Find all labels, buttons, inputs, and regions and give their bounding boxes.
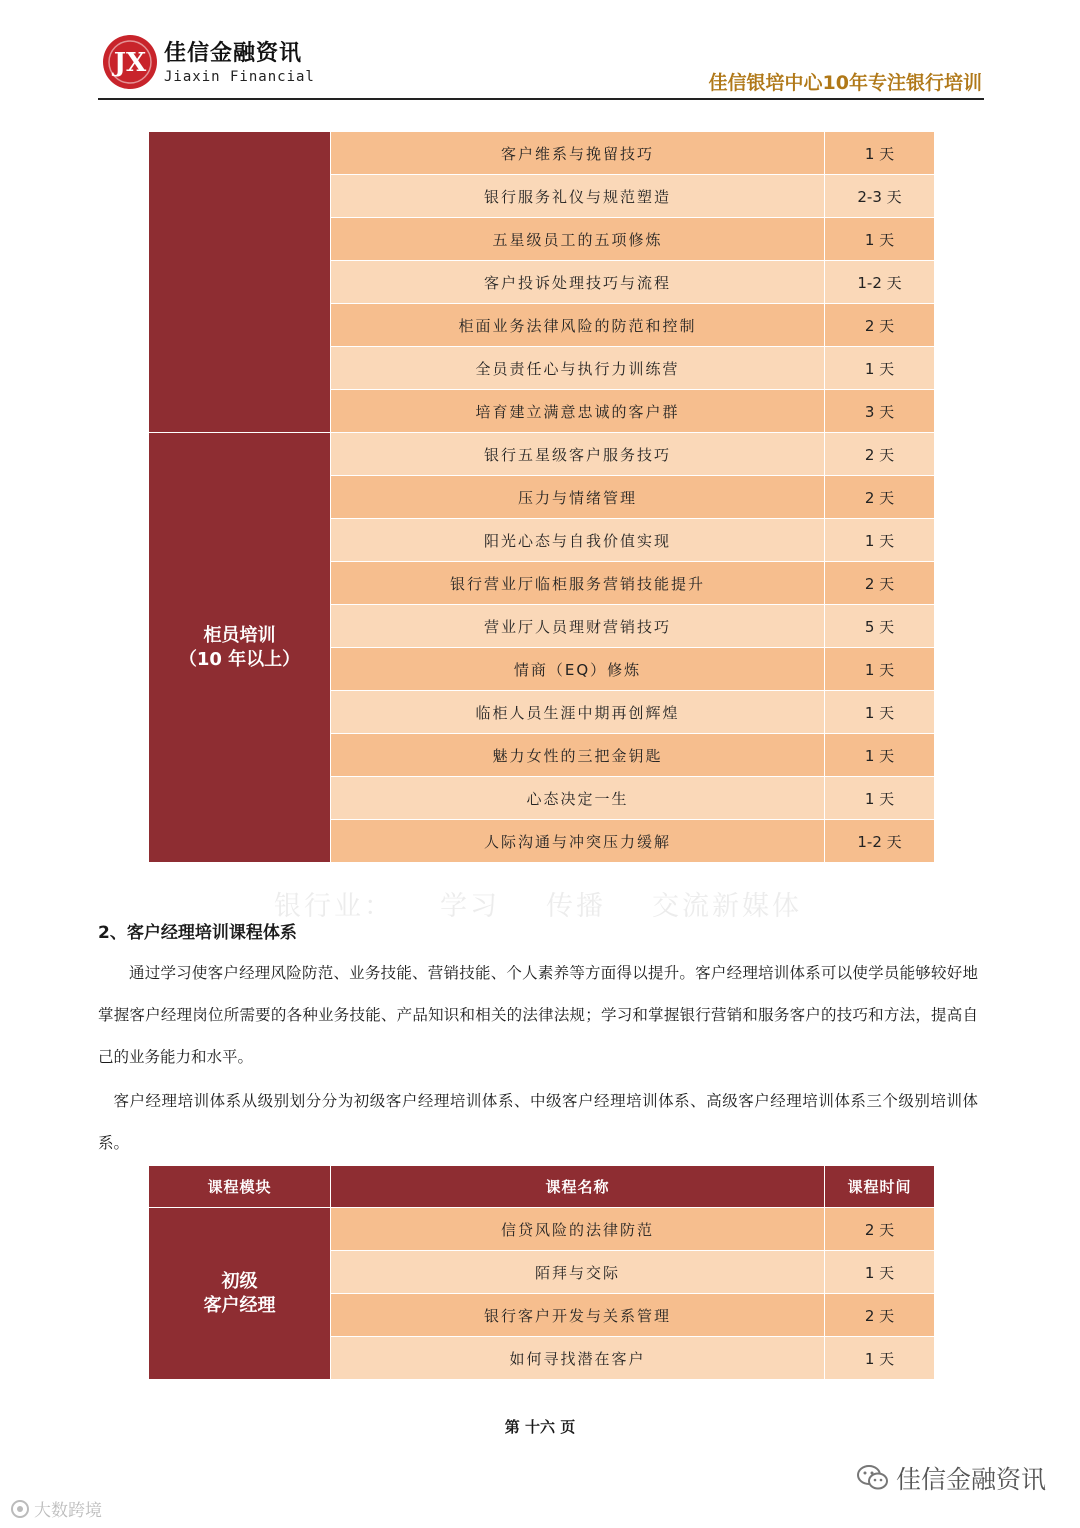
watermark-text xyxy=(274,884,848,923)
category-sublabel: （10 年以上） xyxy=(178,648,301,670)
section-title: 2、客户经理培训课程体系 xyxy=(98,923,297,943)
course-duration: 1 天 xyxy=(825,777,935,820)
course-name: 客户投诉处理技巧与流程 xyxy=(331,261,825,304)
dashu-logo-icon xyxy=(10,1499,30,1519)
course-name: 柜面业务法律风险的防范和控制 xyxy=(331,304,825,347)
course-duration: 1-2 天 xyxy=(825,261,935,304)
course-name: 银行服务礼仪与规范塑造 xyxy=(331,175,825,218)
header-course-name: 课程名称 xyxy=(331,1166,825,1208)
brand-name-cn: 佳信金融资讯 xyxy=(164,41,303,66)
course-duration: 5 天 xyxy=(825,605,935,648)
category-sublabel: 客户经理 xyxy=(203,1294,276,1316)
course-name: 营业厅人员理财营销技巧 xyxy=(331,605,825,648)
course-duration: 1 天 xyxy=(825,132,935,175)
body-paragraph: 通过学习使客户经理风险防范、业务技能、营销技能、个人素养等方面得以提升。客户经理培训体系可以使学员能够较好地掌握客户经理岗位所需要的各种业务技能、产品知识和相关的法律法规；学习和掌握银行营销和服务客户的技巧和方法，提高自己的业务能力和水平。 xyxy=(98,964,978,1066)
course-duration: 1 天 xyxy=(825,519,935,562)
course-duration: 1-2 天 xyxy=(825,820,935,863)
course-duration: 1 天 xyxy=(825,347,935,390)
course-duration: 1 天 xyxy=(825,1251,935,1294)
course-name: 陌拜与交际 xyxy=(331,1251,825,1294)
course-duration: 3 天 xyxy=(825,390,935,433)
table-row xyxy=(149,433,935,476)
category-label: 初级 xyxy=(221,1270,258,1292)
watermark-part: 传播 xyxy=(546,891,606,922)
course-name: 临柜人员生涯中期再创辉煌 xyxy=(331,691,825,734)
table-row xyxy=(149,1208,935,1251)
table-header-row xyxy=(149,1166,935,1208)
course-name: 银行五星级客户服务技巧 xyxy=(331,433,825,476)
header-module: 课程模块 xyxy=(149,1166,331,1208)
course-name: 全员责任心与执行力训练营 xyxy=(331,347,825,390)
course-duration: 2 天 xyxy=(825,476,935,519)
course-name: 银行客户开发与关系管理 xyxy=(331,1294,825,1337)
wechat-icon xyxy=(856,1461,890,1495)
dashu-watermark xyxy=(10,1496,102,1521)
course-duration: 2 天 xyxy=(825,1208,935,1251)
category-cell xyxy=(149,1208,331,1380)
course-name: 心态决定一生 xyxy=(331,777,825,820)
course-name: 人际沟通与冲突压力缓解 xyxy=(331,820,825,863)
counter-staff-course-table xyxy=(148,131,935,863)
course-name: 五星级员工的五项修炼 xyxy=(331,218,825,261)
course-duration: 1 天 xyxy=(825,691,935,734)
dashu-label: 大数跨境 xyxy=(34,1501,102,1521)
course-duration: 1 天 xyxy=(825,734,935,777)
course-duration: 1 天 xyxy=(825,648,935,691)
course-duration: 2 天 xyxy=(825,1294,935,1337)
course-duration: 2-3 天 xyxy=(825,175,935,218)
wechat-label: 佳信金融资讯 xyxy=(895,1465,1046,1494)
course-name: 阳光心态与自我价值实现 xyxy=(331,519,825,562)
brand xyxy=(164,36,315,85)
category-label: 柜员培训 xyxy=(203,624,276,646)
course-name: 压力与情绪管理 xyxy=(331,476,825,519)
watermark-part: 银行业： xyxy=(274,891,394,922)
course-name: 银行营业厅临柜服务营销技能提升 xyxy=(331,562,825,605)
watermark-part: 学习 xyxy=(440,891,500,922)
category-cell xyxy=(149,132,331,433)
course-duration: 1 天 xyxy=(825,218,935,261)
wechat-account-badge xyxy=(856,1460,1046,1496)
course-name: 如何寻找潜在客户 xyxy=(331,1337,825,1380)
header-slogan: 佳信银培中心10年专注银行培训 xyxy=(708,72,982,94)
header-course-time: 课程时间 xyxy=(825,1166,935,1208)
course-duration: 2 天 xyxy=(825,562,935,605)
body-paragraph: 客户经理培训体系从级别划分分为初级客户经理培训体系、中级客户经理培训体系、高级客户经理培训体系三个级别培训体系。 xyxy=(98,1092,978,1152)
account-manager-course-table xyxy=(148,1165,935,1380)
course-duration: 2 天 xyxy=(825,433,935,476)
course-name: 情商（EQ）修炼 xyxy=(331,648,825,691)
page-number: 第 十六 页 xyxy=(504,1418,576,1436)
jiaxin-logo-icon xyxy=(102,34,158,90)
course-name: 信贷风险的法律防范 xyxy=(331,1208,825,1251)
course-name: 客户维系与挽留技巧 xyxy=(331,132,825,175)
logo-text: JX xyxy=(113,48,147,78)
course-duration: 1 天 xyxy=(825,1337,935,1380)
brand-name-en: Jiaxin Financial xyxy=(164,69,315,85)
course-name: 魅力女性的三把金钥匙 xyxy=(331,734,825,777)
category-cell xyxy=(149,433,331,863)
page-header xyxy=(98,34,984,100)
course-name: 培育建立满意忠诚的客户群 xyxy=(331,390,825,433)
watermark-part: 交流新媒体 xyxy=(652,891,802,922)
course-duration: 2 天 xyxy=(825,304,935,347)
